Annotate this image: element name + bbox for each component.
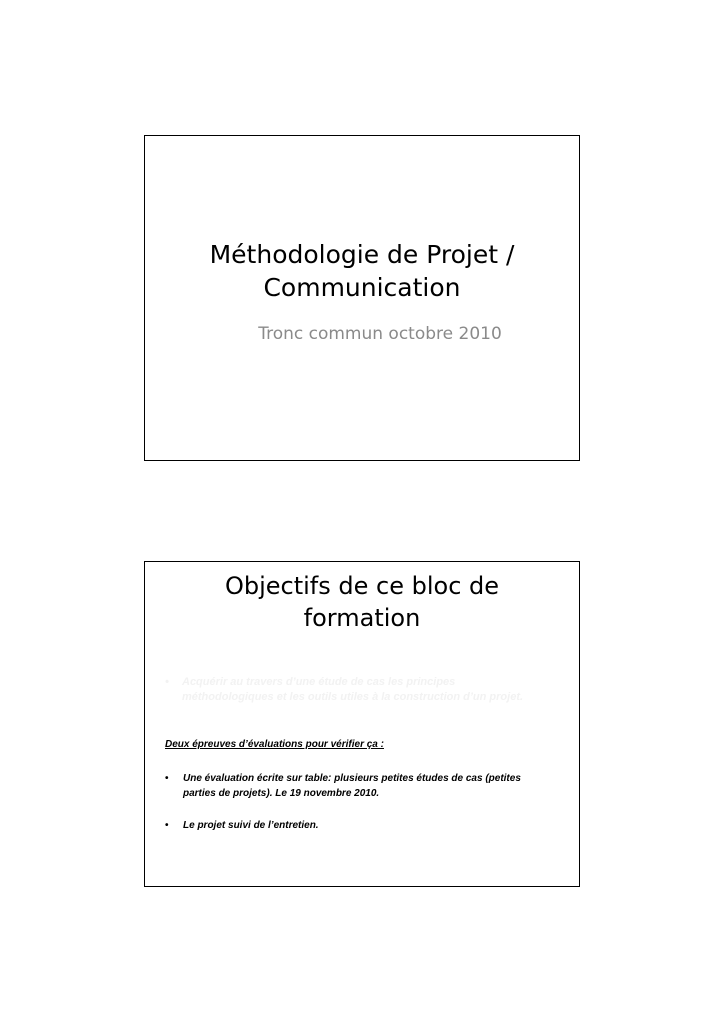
evaluation-heading: Deux épreuves d’évaluations pour vérifier ça : [165, 739, 384, 750]
faded-objective-bullet [165, 675, 545, 705]
bullet-dot: • [165, 820, 169, 831]
bullet-dot: • [165, 773, 169, 784]
evaluation-bullet-1 [165, 771, 555, 801]
slide-2-title [145, 570, 579, 634]
faded-objective-text: Acquérir au travers d’une étude de cas les principes méthodologiques et les outils utiles à la construction d’un projet. [182, 676, 524, 703]
slide-2 [144, 561, 580, 887]
slide-1-title-line-2: Communication [263, 273, 461, 302]
bullet-dot: • [165, 676, 169, 688]
slide-1-title-line-1: Méthodologie de Projet / [209, 240, 515, 269]
slide-2-title-line-2: formation [303, 604, 421, 632]
evaluation-bullet-text: Le projet suivi de l’entretien. [183, 820, 319, 831]
slide-1-subtitle: Tronc commun octobre 2010 [258, 324, 502, 344]
slide-2-title-line-1: Objectifs de ce bloc de [224, 572, 500, 600]
evaluation-bullet-text: Une évaluation écrite sur table: plusieurs petites études de cas (petites parties de projets). Le 19 novembre 2010. [183, 773, 521, 799]
slide-1 [144, 135, 580, 461]
slide-1-title [145, 238, 579, 304]
evaluation-bullet-2 [165, 818, 555, 833]
